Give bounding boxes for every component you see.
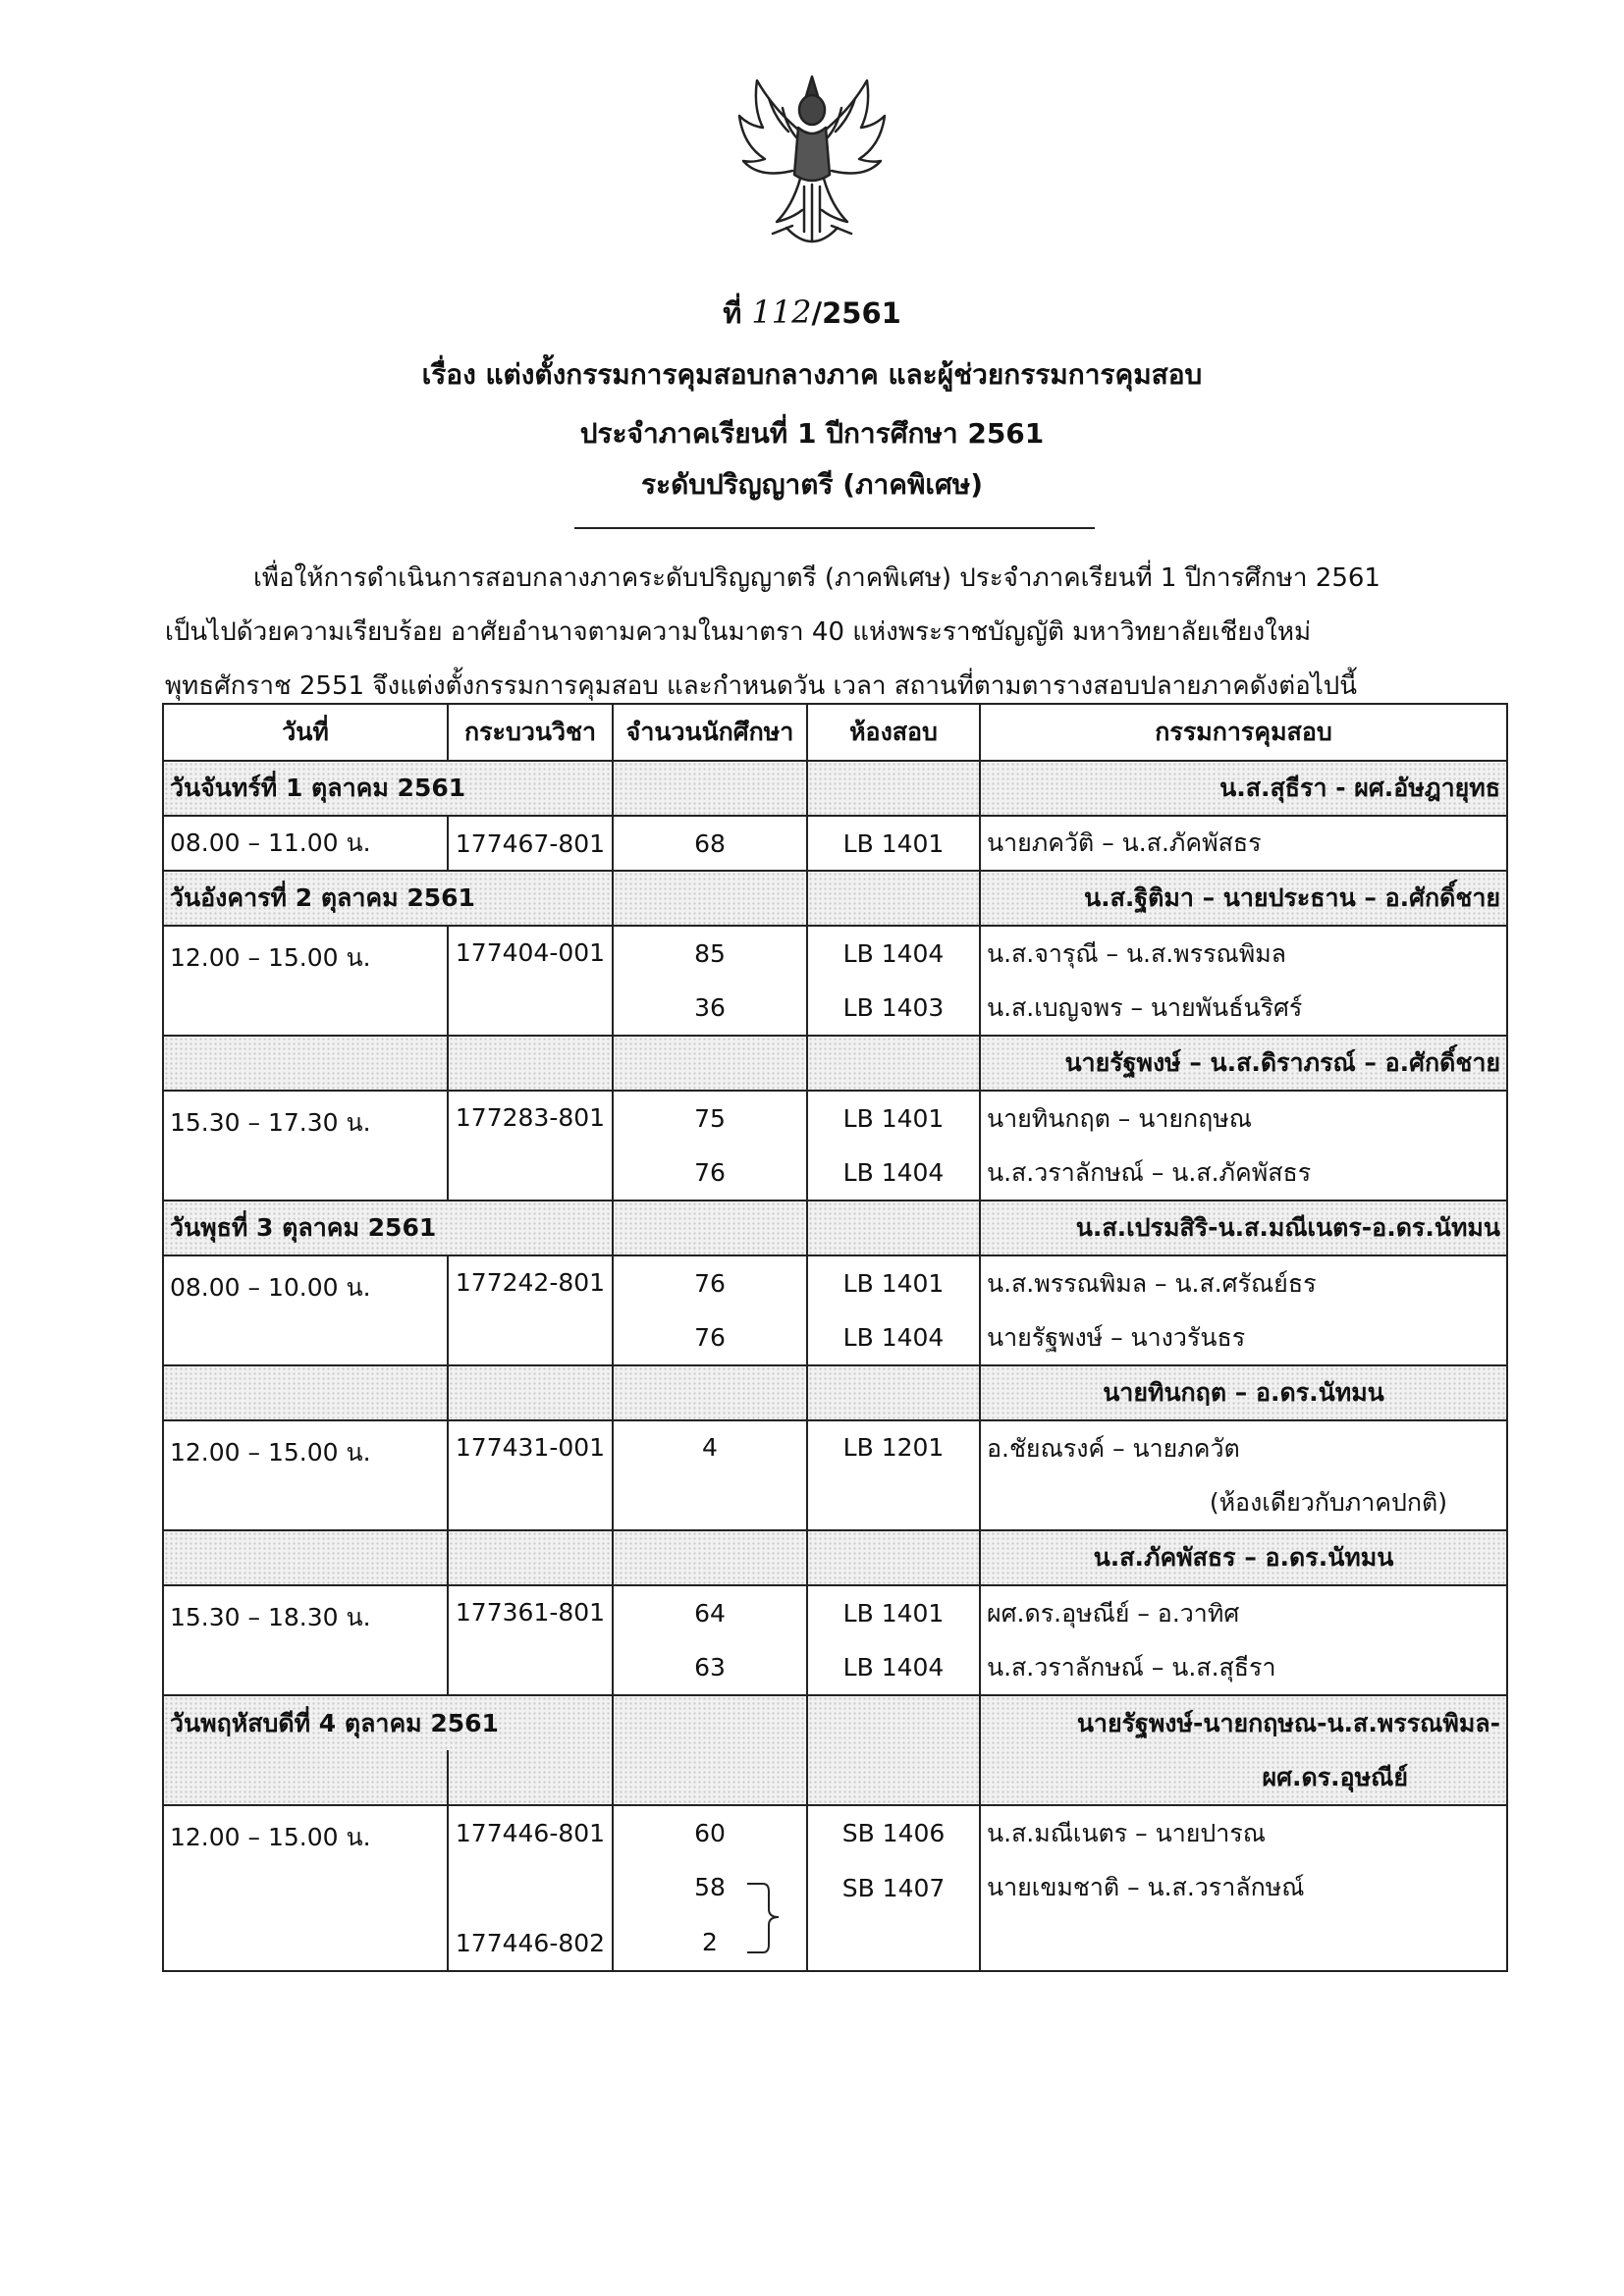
exam-time: 15.30 – 18.30 น.	[163, 1585, 448, 1695]
day-row-continued	[163, 1750, 1507, 1805]
table-row	[163, 816, 1507, 871]
student-count: 76	[613, 1146, 807, 1201]
proctors: อ.ชัยณรงค์ – นายภควัต	[980, 1420, 1507, 1475]
day-row	[163, 761, 1507, 816]
course-code: 177446-802	[448, 1916, 613, 1972]
day-committee: นายรัฐพงษ์-นายกฤษณ-น.ส.พรรณพิมล-	[980, 1695, 1507, 1750]
header-room: ห้องสอบ	[807, 704, 980, 761]
garuda-emblem-icon	[714, 69, 910, 265]
exam-room: SB 1406	[807, 1805, 980, 1860]
exam-time: 12.00 – 15.00 น.	[163, 926, 448, 1036]
course-code: 177431-001	[448, 1420, 613, 1530]
student-count: 64	[613, 1585, 807, 1640]
student-count: 36	[613, 981, 807, 1036]
proctors: น.ส.เบญจพร – นายพันธ์นริศร์	[980, 981, 1507, 1036]
committee-row	[163, 1365, 1507, 1420]
exam-room: LB 1403	[807, 981, 980, 1036]
exam-time: 15.30 – 17.30 น.	[163, 1091, 448, 1201]
exam-room: LB 1404	[807, 926, 980, 981]
header-proctors: กรรมการคุมสอบ	[980, 704, 1507, 761]
proctors: นายเขมชาติ – น.ส.วราลักษณ์	[980, 1860, 1507, 1916]
exam-room: LB 1404	[807, 1640, 980, 1695]
document-number	[0, 291, 1624, 336]
day-label: วันพุธที่ 3 ตุลาคม 2561	[163, 1201, 613, 1255]
day-label: วันจันทร์ที่ 1 ตุลาคม 2561	[163, 761, 613, 816]
header-course: กระบวนวิชา	[448, 704, 613, 761]
body-line-2: เป็นไปด้วยความเรียบร้อย อาศัยอำนาจตามความในมาตรา 40 แห่งพระราชบัญญัติ มหาวิทยาลัยเชียงใหม่	[165, 617, 1312, 647]
exam-time: 12.00 – 15.00 น.	[163, 1805, 448, 1971]
proctors: น.ส.พรรณพิมล – น.ส.ศรัณย์ธร	[980, 1255, 1507, 1310]
exam-room: LB 1401	[807, 816, 980, 871]
proctors: น.ส.วราลักษณ์ – น.ส.ภัคพัสธร	[980, 1146, 1507, 1201]
student-count: 63	[613, 1640, 807, 1695]
table-row	[163, 926, 1507, 981]
day-committee: ผศ.ดร.อุษณีย์	[980, 1750, 1507, 1805]
course-code: 177467-801	[448, 816, 613, 871]
body-line-1: เพื่อให้การดำเนินการสอบกลางภาคระดับปริญญาตรี (ภาคพิเศษ) ประจำภาคเรียนที่ 1 ปีการศึกษา 2561	[253, 563, 1380, 593]
day-label: วันพฤหัสบดีที่ 4 ตุลาคม 2561	[163, 1695, 613, 1750]
exam-room: LB 1404	[807, 1310, 980, 1365]
header-students: จำนวนนักศึกษา	[613, 704, 807, 761]
table-header-row	[163, 704, 1507, 761]
proctors: น.ส.มณีเนตร – นายปารณ	[980, 1805, 1507, 1860]
exam-time: 08.00 – 10.00 น.	[163, 1255, 448, 1365]
table-row	[163, 1255, 1507, 1310]
exam-room: LB 1401	[807, 1585, 980, 1640]
doc-no-suffix: /2561	[811, 296, 901, 330]
student-count: 60	[613, 1805, 807, 1860]
title-divider	[574, 527, 1095, 529]
room-note: (ห้องเดียวกับภาคปกติ)	[980, 1475, 1507, 1530]
day-committee: น.ส.เปรมสิริ-น.ส.มณีเนตร-อ.ดร.นัทมน	[980, 1201, 1507, 1255]
student-count: 68	[613, 816, 807, 871]
student-count: 2	[702, 1928, 718, 1956]
subtitle-level: ระดับปริญญาตรี (ภาคพิเศษ)	[640, 468, 984, 501]
exam-room: LB 1401	[807, 1255, 980, 1310]
session-committee: นายทินกฤต – อ.ดร.นัทมน	[980, 1365, 1507, 1420]
committee-row	[163, 1530, 1507, 1585]
table-row	[163, 1091, 1507, 1146]
day-row	[163, 1201, 1507, 1255]
course-code: 177283-801	[448, 1091, 613, 1201]
exam-room: LB 1201	[807, 1420, 980, 1530]
day-row	[163, 1695, 1507, 1750]
student-count: 76	[613, 1255, 807, 1310]
course-code: 177446-801	[448, 1805, 613, 1860]
student-count: 75	[613, 1091, 807, 1146]
header-date: วันที่	[163, 704, 448, 761]
body-line-3: พุทธศักราช 2551 จึงแต่งตั้งกรรมการคุมสอบ และกำหนดวัน เวลา สถานที่ตามตารางสอบปลายภาคดังต่อไปนี้	[165, 671, 1358, 701]
day-row	[163, 871, 1507, 926]
session-committee: นายรัฐพงษ์ – น.ส.ดิราภรณ์ – อ.ศักดิ์ชาย	[980, 1036, 1507, 1091]
table-row	[163, 1420, 1507, 1475]
proctors: ผศ.ดร.อุษณีย์ – อ.วาทิศ	[980, 1585, 1507, 1640]
body-paragraph	[165, 552, 1441, 714]
course-code: 177242-801	[448, 1255, 613, 1365]
day-committee: น.ส.ฐิติมา – นายประธาน – อ.ศักดิ์ชาย	[980, 871, 1507, 926]
student-count: 85	[613, 926, 807, 981]
exam-room: LB 1404	[807, 1146, 980, 1201]
doc-no-handwritten: 112	[751, 294, 812, 331]
proctors: นายภควัติ – น.ส.ภัคพัสธร	[980, 816, 1507, 871]
day-label: วันอังคารที่ 2 ตุลาคม 2561	[163, 871, 613, 926]
exam-schedule-table	[162, 703, 1508, 1972]
session-committee: น.ส.ภัคพัสธร – อ.ดร.นัทมน	[980, 1530, 1507, 1585]
exam-room: LB 1401	[807, 1091, 980, 1146]
bracket-icon	[743, 1868, 792, 1966]
subtitle-semester: ประจำภาคเรียนที่ 1 ปีการศึกษา 2561	[579, 417, 1045, 450]
proctors: น.ส.จารุณี – น.ส.พรรณพิมล	[980, 926, 1507, 981]
table-row	[163, 1805, 1507, 1860]
student-count-group	[613, 1860, 807, 1971]
proctors: น.ส.วราลักษณ์ – น.ส.สุธีรา	[980, 1640, 1507, 1695]
student-count: 76	[613, 1310, 807, 1365]
day-committee: น.ส.สุธีรา - ผศ.อัษฎายุทธ	[980, 761, 1507, 816]
course-code: 177404-001	[448, 926, 613, 1036]
doc-no-prefix: ที่	[723, 296, 742, 330]
committee-row	[163, 1036, 1507, 1091]
table-row	[163, 1585, 1507, 1640]
subject-line: เรื่อง แต่งตั้งกรรมการคุมสอบกลางภาค และผู้ช่วยกรรมการคุมสอบ	[421, 358, 1203, 391]
student-count: 4	[613, 1420, 807, 1530]
exam-room: SB 1407	[807, 1860, 980, 1916]
exam-time: 08.00 – 11.00 น.	[163, 816, 448, 871]
student-count: 58	[694, 1873, 726, 1901]
course-code: 177361-801	[448, 1585, 613, 1695]
exam-time: 12.00 – 15.00 น.	[163, 1420, 448, 1530]
proctors: นายทินกฤต – นายกฤษณ	[980, 1091, 1507, 1146]
proctors: นายรัฐพงษ์ – นางวรันธร	[980, 1310, 1507, 1365]
